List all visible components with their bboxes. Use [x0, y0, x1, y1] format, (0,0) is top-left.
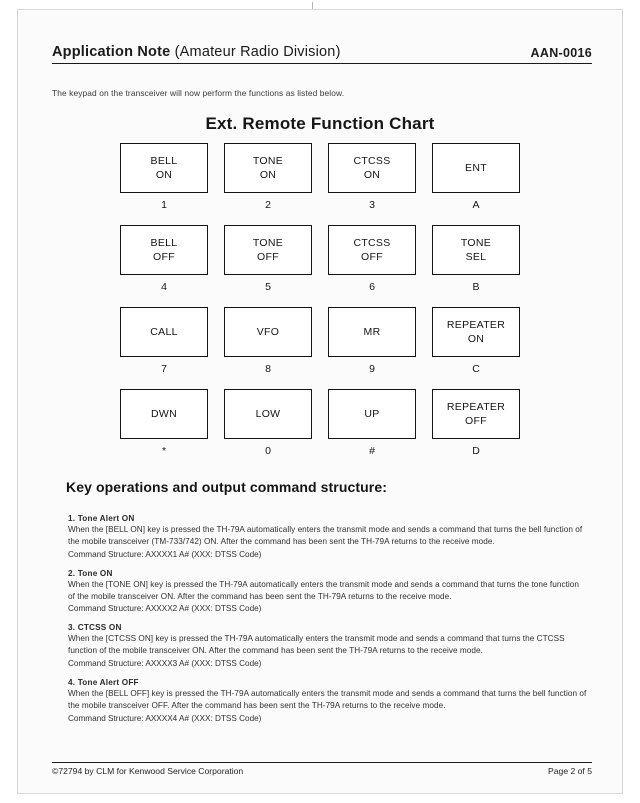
key-label-line2: OFF [257, 251, 279, 263]
key-number: 4 [161, 281, 167, 293]
keypad-cell [328, 143, 416, 211]
keypad-cell [224, 389, 312, 457]
key-number: D [472, 445, 480, 457]
key-box [328, 225, 416, 275]
key-box [432, 389, 520, 439]
key-box [120, 225, 208, 275]
keypad-row [120, 307, 520, 375]
command-item-structure: Command Structure: AXXXX3 A# (XXX: DTSS Code) [68, 659, 262, 669]
document-footer [52, 762, 592, 776]
key-label-line1: ENT [465, 161, 487, 174]
command-item-title: 1. Tone Alert ON [68, 514, 135, 523]
command-list [68, 514, 588, 733]
keypad-cell [224, 307, 312, 375]
key-label-line2: OFF [465, 415, 487, 427]
key-label-line1: VFO [256, 325, 280, 338]
key-box [328, 389, 416, 439]
keypad-cell [432, 389, 520, 457]
key-box [432, 307, 520, 357]
key-number: 0 [265, 445, 271, 457]
keypad-cell [328, 225, 416, 293]
page-title-sub: (Amateur Radio Division) [174, 44, 341, 60]
key-box [432, 143, 520, 193]
key-number: 5 [265, 281, 271, 293]
key-box [224, 389, 312, 439]
key-box [120, 307, 208, 357]
key-number: 2 [265, 199, 271, 211]
key-label-line2: ON [259, 169, 277, 181]
command-item [68, 623, 588, 670]
keypad-cell [120, 225, 208, 293]
keypad-cell [224, 225, 312, 293]
intro-text: The keypad on the transceiver will now perform the functions as listed below. [52, 88, 345, 98]
key-label-line2: SEL [465, 251, 487, 263]
document-code: AAN-0016 [530, 46, 592, 60]
command-item-text: When the [CTCSS ON] key is pressed the TH-79A automatically enters the transmit mode and sends a command that turns the CTCSS function of the mobile transceiver ON. After the command has been sent the TH-79A returns to the receive mode. [68, 634, 565, 656]
key-label-line1: DWN [151, 407, 177, 420]
key-box [432, 225, 520, 275]
key-number: 6 [369, 281, 375, 293]
key-label-line1: MR [363, 325, 381, 338]
key-number: A [472, 199, 480, 211]
key-number: 9 [369, 363, 375, 375]
command-item-structure: Command Structure: AXXXX1 A# (XXX: DTSS Code) [68, 549, 262, 559]
key-label-line1: CTCSS [353, 154, 391, 167]
key-label-line1: CTCSS [353, 236, 391, 249]
key-box [328, 143, 416, 193]
key-label-line1: CALL [150, 325, 178, 338]
key-label-line1: REPEATER [446, 400, 506, 413]
key-label-line2: OFF [361, 251, 383, 263]
key-box [224, 307, 312, 357]
keypad-cell [120, 307, 208, 375]
key-box [328, 307, 416, 357]
keypad-row [120, 225, 520, 293]
key-label-line2: ON [363, 169, 381, 181]
command-item-text: When the [TONE ON] key is pressed the TH-79A automatically enters the transmit mode and sends a command that turns the tone function of the mobile transceiver ON. After the command has been sent the TH-79A returns to the receive mode. [68, 579, 579, 601]
key-label-line2: OFF [153, 251, 175, 263]
key-number: B [472, 281, 480, 293]
key-number: 1 [161, 199, 167, 211]
document-header [52, 44, 592, 64]
keypad-cell [224, 143, 312, 211]
page-title-main: Application Note [52, 44, 171, 60]
command-item-text: When the [BELL OFF] key is pressed the TH-79A automatically enters the transmit mode and sends a command that turns the bell function of the mobile transceiver OFF. After the command has been sent the TH-79A returns to the receive mode. [68, 689, 587, 710]
footer-divider [52, 762, 592, 763]
key-label-line1: LOW [255, 407, 281, 420]
document-sheet [18, 10, 622, 793]
keypad-cell [120, 143, 208, 211]
keypad-row [120, 143, 520, 211]
keypad-cell [328, 307, 416, 375]
command-item [68, 514, 588, 561]
keypad-cell [432, 143, 520, 211]
keypad-cell [120, 389, 208, 457]
key-box [120, 143, 208, 193]
footer-page-number: Page 2 of 5 [548, 766, 592, 776]
key-label-line1: REPEATER [446, 318, 506, 331]
command-item-text: When the [BELL ON] key is pressed the TH-79A automatically enters the transmit mode and sends a command that turns the bell function of the mobile transceiver (TM-733/742) ON. After the command has been sent the TH-79A returns to the receive mode. [68, 525, 583, 546]
key-number: 8 [265, 363, 271, 375]
key-label-line1: TONE [252, 154, 284, 167]
key-label-line1: BELL [150, 154, 178, 167]
chart-title: Ext. Remote Function Chart [205, 114, 435, 133]
keypad-row [120, 389, 520, 457]
command-item [68, 678, 588, 725]
key-number: 3 [369, 199, 375, 211]
command-item-structure: Command Structure: AXXXX4 A# (XXX: DTSS Code) [68, 713, 262, 723]
key-label-line1: TONE [252, 236, 284, 249]
key-number: # [369, 445, 375, 457]
key-number: * [161, 445, 167, 457]
key-label-line2: ON [467, 333, 485, 345]
keypad-cell [432, 307, 520, 375]
key-box [224, 143, 312, 193]
page-title [52, 44, 341, 60]
header-divider [52, 63, 592, 64]
footer-copyright: ©72794 by CLM for Kenwood Service Corporation [52, 766, 244, 776]
key-box [224, 225, 312, 275]
command-item-structure: Command Structure: AXXXX2 A# (XXX: DTSS Code) [68, 604, 262, 614]
keypad-cell [328, 389, 416, 457]
section-heading: Key operations and output command structure: [66, 479, 387, 495]
command-item-title: 2. Tone ON [68, 568, 113, 578]
key-box [120, 389, 208, 439]
keypad-chart [120, 143, 520, 471]
key-label-line1: UP [364, 407, 380, 420]
command-item [68, 569, 588, 616]
keypad-cell [432, 225, 520, 293]
command-item-title: 3. CTCSS ON [68, 623, 122, 633]
key-number: C [472, 363, 480, 375]
command-item-title: 4. Tone Alert OFF [68, 678, 139, 688]
key-number: 7 [161, 363, 167, 375]
key-label-line1: BELL [150, 236, 178, 249]
page-tick-mark [312, 2, 313, 9]
key-label-line1: TONE [460, 236, 492, 249]
key-label-line2: ON [155, 169, 173, 181]
